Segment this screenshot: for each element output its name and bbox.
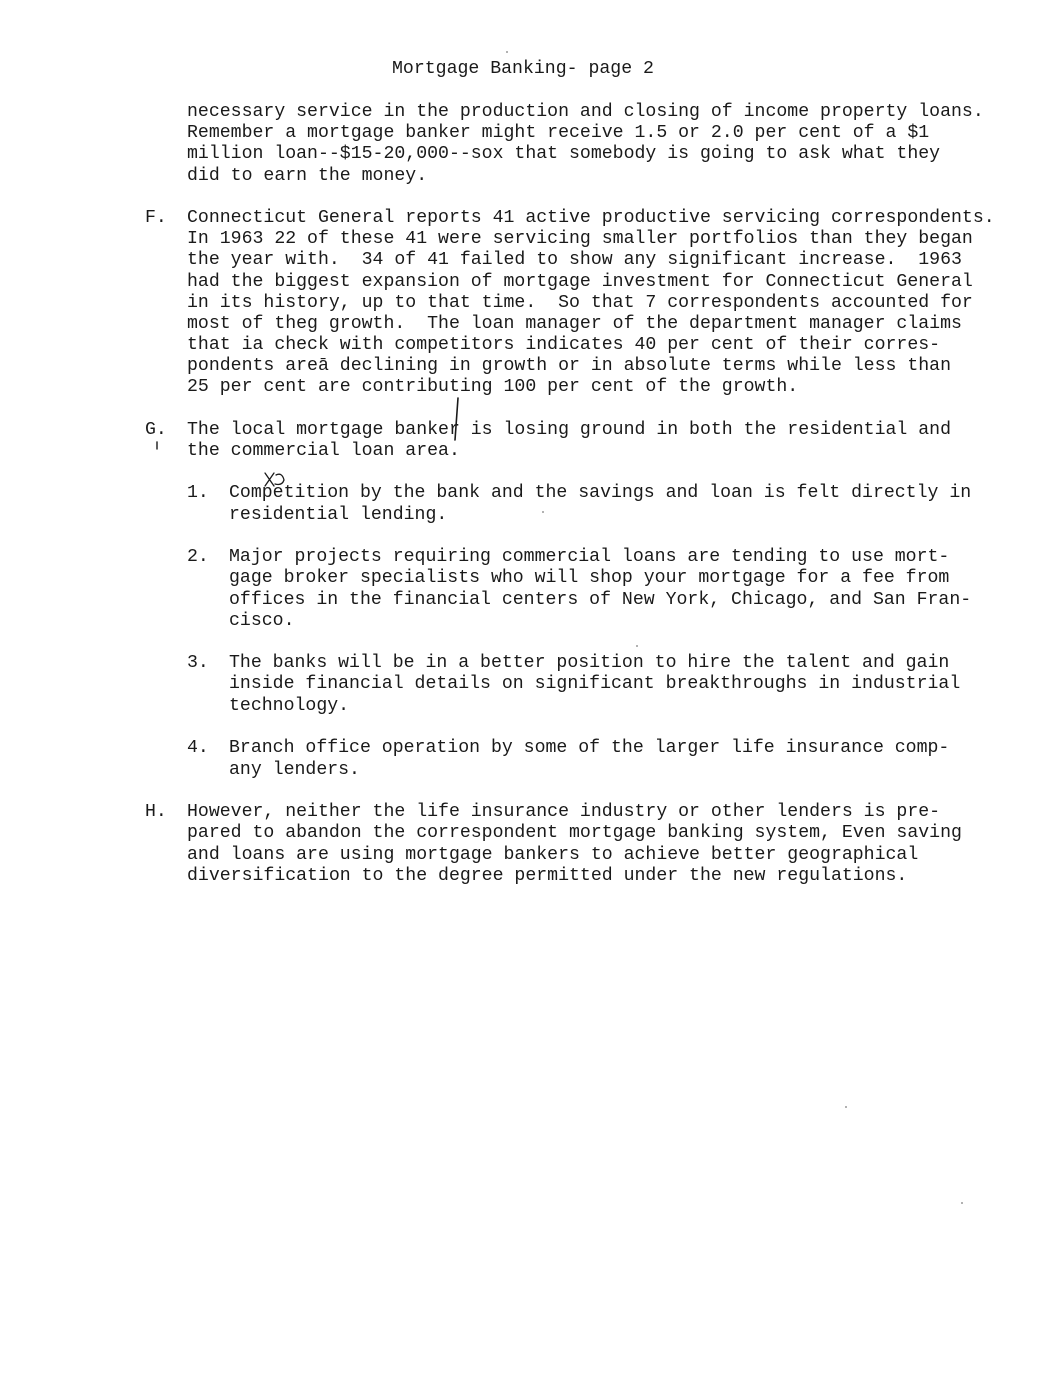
text-line: in its history, up to that time. So that 7 correspondents accounted for [187, 293, 973, 313]
section-marker: H. [145, 802, 167, 822]
text-line: residential lending. [229, 505, 448, 525]
page-title: Mortgage Banking- page 2 [392, 59, 654, 79]
scan-speck [542, 511, 544, 513]
text-line: most of theg growth. The loan manager of the department manager claims [187, 314, 962, 334]
scan-speck [845, 1106, 847, 1108]
text-line: had the biggest expansion of mortgage investment for Connecticut General [187, 272, 973, 292]
text-line: In 1963 22 of these 41 were servicing smaller portfolios than they began [187, 229, 973, 249]
text-line: the year with. 34 of 41 failed to show any significant increase. 1963 [187, 250, 962, 270]
text-line: However, neither the life insurance industry or other lenders is pre- [187, 802, 941, 822]
text-line: did to earn the money. [187, 166, 428, 186]
text-line: Competition by the bank and the savings and loan is felt directly in [229, 483, 972, 503]
text-line: technology. [229, 696, 350, 716]
text-line: Connecticut General reports 41 active productive servicing correspondents. [187, 208, 995, 228]
scan-speck [506, 51, 508, 53]
section-marker: F. [145, 208, 167, 228]
item-number: 4. [187, 738, 209, 758]
scan-speck [636, 645, 638, 647]
text-line: any lenders. [229, 760, 360, 780]
text-line: cisco. [229, 611, 295, 631]
text-line: pondents areā declining in growth or in absolute terms while less than [187, 356, 951, 376]
text-line: diversification to the degree permitted under the new regulations. [187, 866, 908, 886]
text-line: Branch office operation by some of the larger life insurance comp- [229, 738, 950, 758]
scan-speck [961, 1202, 963, 1204]
text-line: the commercial loan area. [187, 441, 460, 461]
item-number: 1. [187, 483, 209, 503]
text-line: that ia check with competitors indicates 40 per cent of their corres- [187, 335, 941, 355]
text-line: The banks will be in a better position to hire the talent and gain [229, 653, 950, 673]
tick-mark [154, 440, 160, 452]
item-number: 2. [187, 547, 209, 567]
text-line: gage broker specialists who will shop your mortgage for a fee from [229, 568, 950, 588]
text-line: Remember a mortgage banker might receive 1.5 or 2.0 per cent of a $1 [187, 123, 930, 143]
text-line: The local mortgage banker is losing ground in both the residential and [187, 420, 951, 440]
text-line: offices in the financial centers of New York, Chicago, and San Fran- [229, 590, 972, 610]
text-line: necessary service in the production and closing of income property loans. [187, 102, 984, 122]
text-line: and loans are using mortgage bankers to achieve better geographical [187, 845, 919, 865]
text-line: million loan--$15-20,000--sox that somebody is going to ask what they [187, 144, 941, 164]
item-number: 3. [187, 653, 209, 673]
text-line: pared to abandon the correspondent mortgage banking system, Even saving [187, 823, 962, 843]
text-line: Major projects requiring commercial loans are tending to use mort- [229, 547, 950, 567]
text-line: inside financial details on significant breakthroughs in industrial [229, 674, 961, 694]
text-line: 25 per cent are contributing 100 per cent of the growth. [187, 377, 799, 397]
section-marker: G. [145, 420, 167, 440]
